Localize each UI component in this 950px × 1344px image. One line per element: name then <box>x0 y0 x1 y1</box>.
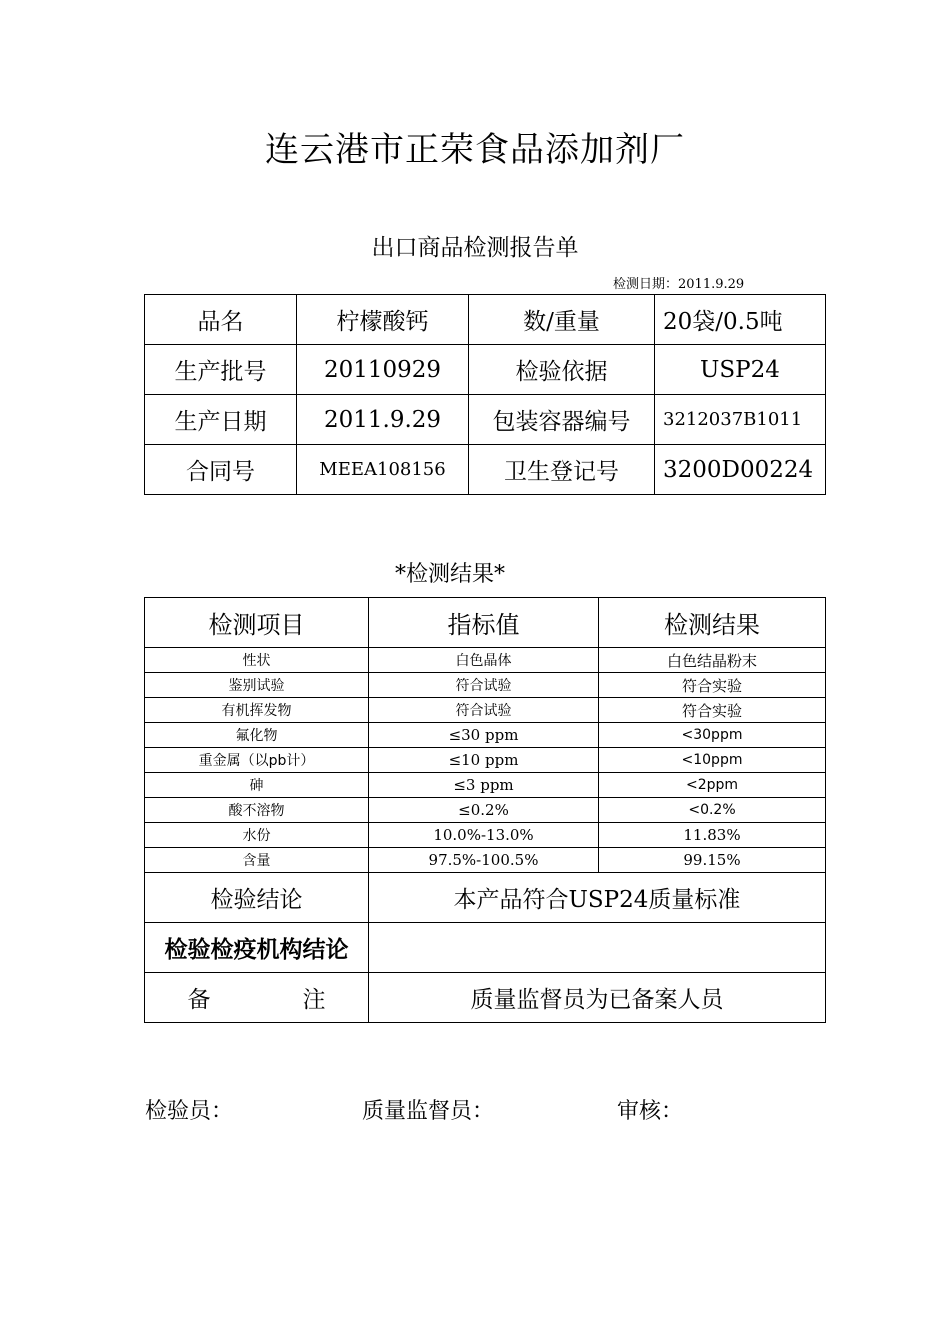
column-header: 检测结果 <box>599 598 826 648</box>
info-value: USP24 <box>655 345 826 395</box>
test-item: 氟化物 <box>145 723 369 748</box>
reviewer-signature-label: 审核： <box>617 1099 684 1124</box>
table-row <box>145 648 826 673</box>
column-header: 检测项目 <box>145 598 369 648</box>
results-table <box>144 597 826 1023</box>
test-standard: 符合试验 <box>369 673 599 698</box>
agency-conclusion-value <box>369 923 826 973</box>
info-label: 合同号 <box>145 445 297 495</box>
test-standard: 10.0%-13.0% <box>369 823 599 848</box>
test-standard: ≤3 ppm <box>369 773 599 798</box>
test-result: <2ppm <box>599 773 826 798</box>
remark-value: 质量监督员为已备案人员 <box>369 973 826 1023</box>
test-result: <10ppm <box>599 748 826 773</box>
test-standard: ≤10 ppm <box>369 748 599 773</box>
test-result: 11.83% <box>599 823 826 848</box>
report-title: 出口商品检测报告单 <box>371 235 579 261</box>
test-standard: 白色晶体 <box>369 648 599 673</box>
conclusion-row <box>145 873 826 923</box>
test-item: 砷 <box>145 773 369 798</box>
info-label: 生产批号 <box>145 345 297 395</box>
info-value: 柠檬酸钙 <box>297 295 469 345</box>
table-row <box>145 673 826 698</box>
agency-conclusion-label: 检验检疫机构结论 <box>145 923 369 973</box>
info-value: 20110929 <box>297 345 469 395</box>
table-row <box>145 798 826 823</box>
info-label: 生产日期 <box>145 395 297 445</box>
info-row <box>145 395 826 445</box>
info-row <box>145 345 826 395</box>
info-value: 3212037B1011 <box>655 395 826 445</box>
test-standard: 符合试验 <box>369 698 599 723</box>
test-standard: ≤30 ppm <box>369 723 599 748</box>
test-item: 酸不溶物 <box>145 798 369 823</box>
results-header-row <box>145 598 826 648</box>
info-value: 3200D00224 <box>655 445 826 495</box>
supervisor-signature-label: 质量监督员： <box>362 1099 495 1124</box>
test-item: 含量 <box>145 848 369 873</box>
info-label: 检验依据 <box>469 345 655 395</box>
test-result: <0.2% <box>599 798 826 823</box>
conclusion-value: 本产品符合USP24质量标准 <box>369 873 826 923</box>
test-result: 99.15% <box>599 848 826 873</box>
check-date: 检测日期：2011.9.29 <box>613 277 745 292</box>
company-name: 连云港市正荣食品添加剂厂 <box>265 130 685 170</box>
info-label: 数/重量 <box>469 295 655 345</box>
info-row <box>145 445 826 495</box>
test-item: 性状 <box>145 648 369 673</box>
results-heading: *检测结果* <box>394 562 505 587</box>
test-item: 水份 <box>145 823 369 848</box>
conclusion-label: 检验结论 <box>145 873 369 923</box>
info-value: MEEA108156 <box>297 445 469 495</box>
remark-label: 备 注 <box>145 973 369 1023</box>
column-header: 指标值 <box>369 598 599 648</box>
table-row <box>145 773 826 798</box>
info-label: 品名 <box>145 295 297 345</box>
test-result: 白色结晶粉末 <box>599 648 826 673</box>
table-row <box>145 823 826 848</box>
test-standard: 97.5%-100.5% <box>369 848 599 873</box>
product-info-table <box>144 294 826 495</box>
test-result: <30ppm <box>599 723 826 748</box>
info-value: 20袋/0.5吨 <box>655 295 826 345</box>
table-row <box>145 848 826 873</box>
agency-row <box>145 923 826 973</box>
test-result: 符合实验 <box>599 673 826 698</box>
info-row <box>145 295 826 345</box>
test-item: 鉴别试验 <box>145 673 369 698</box>
info-label: 卫生登记号 <box>469 445 655 495</box>
table-row <box>145 748 826 773</box>
test-result: 符合实验 <box>599 698 826 723</box>
inspector-signature-label: 检验员： <box>145 1099 234 1124</box>
table-row <box>145 698 826 723</box>
remark-row <box>145 973 826 1023</box>
info-label: 包装容器编号 <box>469 395 655 445</box>
test-item: 重金属（以pb计） <box>145 748 369 773</box>
info-value: 2011.9.29 <box>297 395 469 445</box>
test-item: 有机挥发物 <box>145 698 369 723</box>
table-row <box>145 723 826 748</box>
test-standard: ≤0.2% <box>369 798 599 823</box>
